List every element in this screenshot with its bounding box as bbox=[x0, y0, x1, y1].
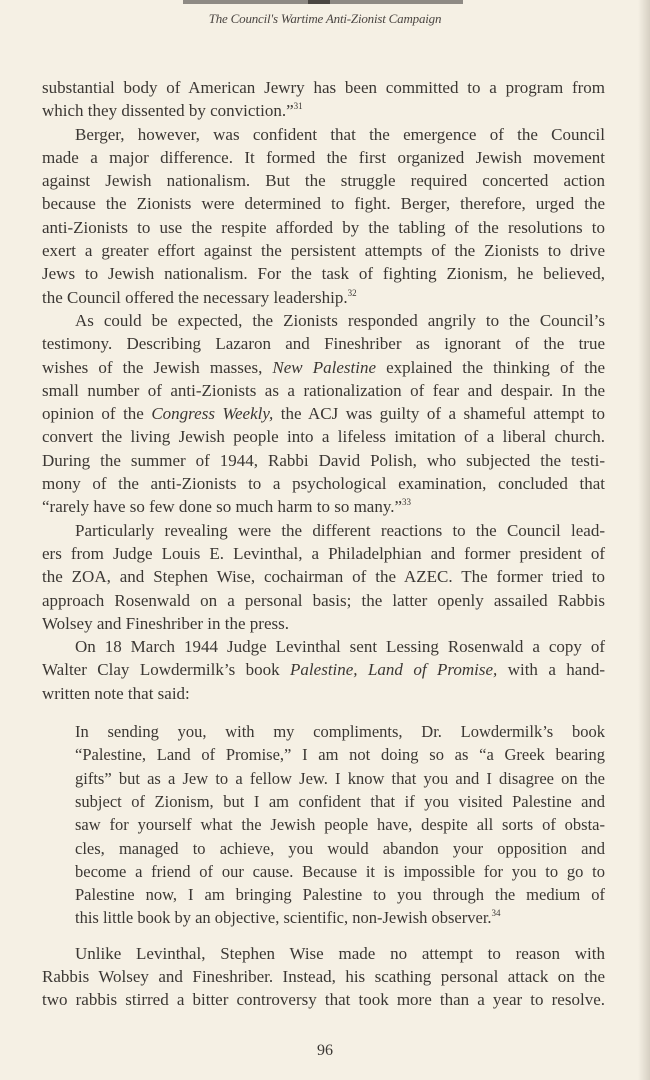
text-line bbox=[42, 379, 605, 402]
text-run: substantial body of American Jewry has been committed to a program from bbox=[42, 78, 605, 97]
italic-title: New Palestine bbox=[272, 357, 377, 377]
text-run: As could be expected, the Zionists responded angrily to the Council’s bbox=[75, 310, 605, 330]
text-line bbox=[42, 239, 605, 262]
paragraph bbox=[42, 519, 605, 635]
text-run: cles, managed to achieve, you would abandon your opposition and bbox=[75, 838, 605, 858]
header-rule bbox=[183, 0, 463, 4]
text-run: In sending you, with my compliments, Dr. Lowdermilk’s book bbox=[75, 722, 605, 742]
text-run: Berger, however, was confident that the emergence of the Council bbox=[75, 124, 605, 144]
text-run: wishes of the Jewish masses, bbox=[42, 357, 273, 377]
text-line bbox=[75, 860, 605, 883]
text-run: which they dissented by conviction.” bbox=[42, 101, 294, 121]
footnote-ref: 32 bbox=[347, 287, 357, 298]
text-run: the Council offered the necessary leadership. bbox=[42, 287, 348, 307]
text-run: the ACJ was guilty of a shameful attempt to bbox=[273, 404, 605, 424]
text-line bbox=[42, 99, 605, 122]
text-run: anti-Zionists to use the respite afforded by the tabling of the resolutions to bbox=[42, 217, 605, 237]
paragraph bbox=[42, 942, 605, 1012]
text-line bbox=[75, 813, 605, 836]
text-run: with a hand- bbox=[497, 660, 606, 680]
text-run: “rarely have so few done so much harm to so many.” bbox=[42, 497, 403, 517]
text-line bbox=[42, 682, 605, 705]
block-quote bbox=[75, 720, 605, 930]
text-line bbox=[75, 837, 605, 860]
text-run: mony of the anti-Zionists to a psychological examination, concluded that bbox=[42, 474, 605, 494]
page-number: 96 bbox=[317, 1042, 333, 1059]
text-run: two rabbis stirred a bitter controversy that took more than a year to resolve. bbox=[42, 990, 605, 1010]
footnote-ref: 33 bbox=[402, 497, 412, 508]
italic-title: Palestine, Land of Promise, bbox=[290, 660, 498, 680]
paragraph bbox=[42, 635, 605, 705]
text-run: the ZOA, and Stephen Wise, cochairman of the AZEC. The former tried to bbox=[42, 567, 605, 587]
text-run: against Jewish nationalism. But the struggle required concerted action bbox=[42, 171, 605, 191]
text-line bbox=[42, 169, 605, 192]
text-line bbox=[42, 542, 605, 565]
text-run: ers from Judge Louis E. Levinthal, a Philadelphian and former president of bbox=[42, 543, 605, 563]
text-run: gifts” but as a Jew to a fellow Jew. I know that you and I disagree on the bbox=[75, 768, 605, 788]
text-line bbox=[42, 146, 605, 169]
text-line bbox=[42, 123, 605, 146]
text-run: Rabbis Wolsey and Fineshriber. Instead, his scathing personal attack on the bbox=[42, 966, 605, 986]
text-run: opinion of the bbox=[42, 404, 152, 424]
text-run: this little book by an objective, scientific, non-Jewish observer. bbox=[75, 908, 492, 928]
text-run: small number of anti-Zionists as a rationalization of fear and despair. In the bbox=[42, 380, 605, 400]
page-edge-shadow bbox=[638, 0, 650, 1080]
text-run: During the summer of 1944, Rabbi David Polish, who subjected the testi- bbox=[42, 450, 605, 470]
text-line bbox=[75, 767, 605, 790]
text-line bbox=[42, 965, 605, 988]
text-line bbox=[42, 988, 605, 1011]
text-line bbox=[75, 743, 605, 766]
paragraph bbox=[42, 123, 605, 309]
text-run: Palestine now, I am bringing Palestine to you through the medium of bbox=[75, 885, 605, 905]
text-run: become a friend of our cause. Because it is impossible for you to go to bbox=[75, 861, 605, 881]
text-line bbox=[42, 286, 605, 309]
text-run: exert a greater effort against the persistent attempts of the Zionists to drive bbox=[42, 241, 605, 261]
text-run: approach Rosenwald on a personal basis; the latter openly assailed Rabbis bbox=[42, 590, 605, 610]
text-run: written note that said: bbox=[42, 683, 190, 703]
paragraph bbox=[42, 309, 605, 519]
text-line bbox=[42, 356, 605, 379]
text-run: subject of Zionism, but I am confident that if you visited Palestine and bbox=[75, 791, 605, 811]
text-line bbox=[42, 495, 605, 518]
paragraph bbox=[42, 76, 605, 123]
text-run: explained the thinking of the bbox=[376, 357, 605, 377]
footnote-ref: 31 bbox=[293, 101, 303, 112]
text-run: On 18 March 1944 Judge Levinthal sent Lessing Rosenwald a copy of bbox=[75, 637, 605, 657]
text-run: Jews to Jewish nationalism. For the task of fighting Zionism, he believed, bbox=[42, 264, 605, 284]
text-line bbox=[42, 612, 605, 635]
text-line bbox=[75, 720, 605, 743]
page-body bbox=[42, 76, 605, 1012]
text-run: Wolsey and Fineshriber in the press. bbox=[42, 613, 289, 633]
text-run: saw for yourself what the Jewish people have, despite all sorts of obsta- bbox=[75, 815, 605, 835]
italic-title: Congress Weekly, bbox=[151, 404, 274, 424]
text-line bbox=[42, 472, 605, 495]
running-head: The Council's Wartime Anti-Zionist Campaign bbox=[208, 11, 442, 26]
text-line bbox=[42, 192, 605, 215]
text-line bbox=[42, 449, 605, 472]
text-run: “Palestine, Land of Promise,” I am not doing so as “a Greek bearing bbox=[75, 745, 605, 765]
text-run: Unlike Levinthal, Stephen Wise made no attempt to reason with bbox=[75, 943, 605, 963]
text-run: made a major difference. It formed the first organized Jewish movement bbox=[42, 147, 605, 167]
text-line bbox=[42, 76, 605, 99]
text-line bbox=[42, 589, 605, 612]
text-run: convert the living Jewish people into a lifeless imitation of a liberal church. bbox=[42, 427, 605, 447]
header-rule-mark bbox=[308, 0, 330, 4]
text-line bbox=[75, 883, 605, 906]
text-run: testimony. Describing Lazaron and Fineshriber as ignorant of the true bbox=[42, 334, 605, 354]
text-run: because the Zionists were determined to fight. Berger, therefore, urged the bbox=[42, 194, 605, 214]
text-line bbox=[42, 262, 605, 285]
text-line bbox=[42, 402, 605, 425]
text-line bbox=[42, 942, 605, 965]
text-line bbox=[42, 635, 605, 658]
text-run: Particularly revealing were the different reactions to the Council lead- bbox=[75, 520, 605, 540]
text-line bbox=[75, 790, 605, 813]
text-line bbox=[42, 658, 605, 681]
text-line bbox=[42, 332, 605, 355]
text-line bbox=[42, 425, 605, 448]
text-run: Walter Clay Lowdermilk’s book bbox=[42, 660, 291, 680]
text-line bbox=[42, 309, 605, 332]
text-line bbox=[75, 906, 605, 929]
text-line bbox=[42, 216, 605, 239]
text-line bbox=[42, 519, 605, 542]
text-line bbox=[42, 565, 605, 588]
footnote-ref: 34 bbox=[491, 908, 501, 919]
